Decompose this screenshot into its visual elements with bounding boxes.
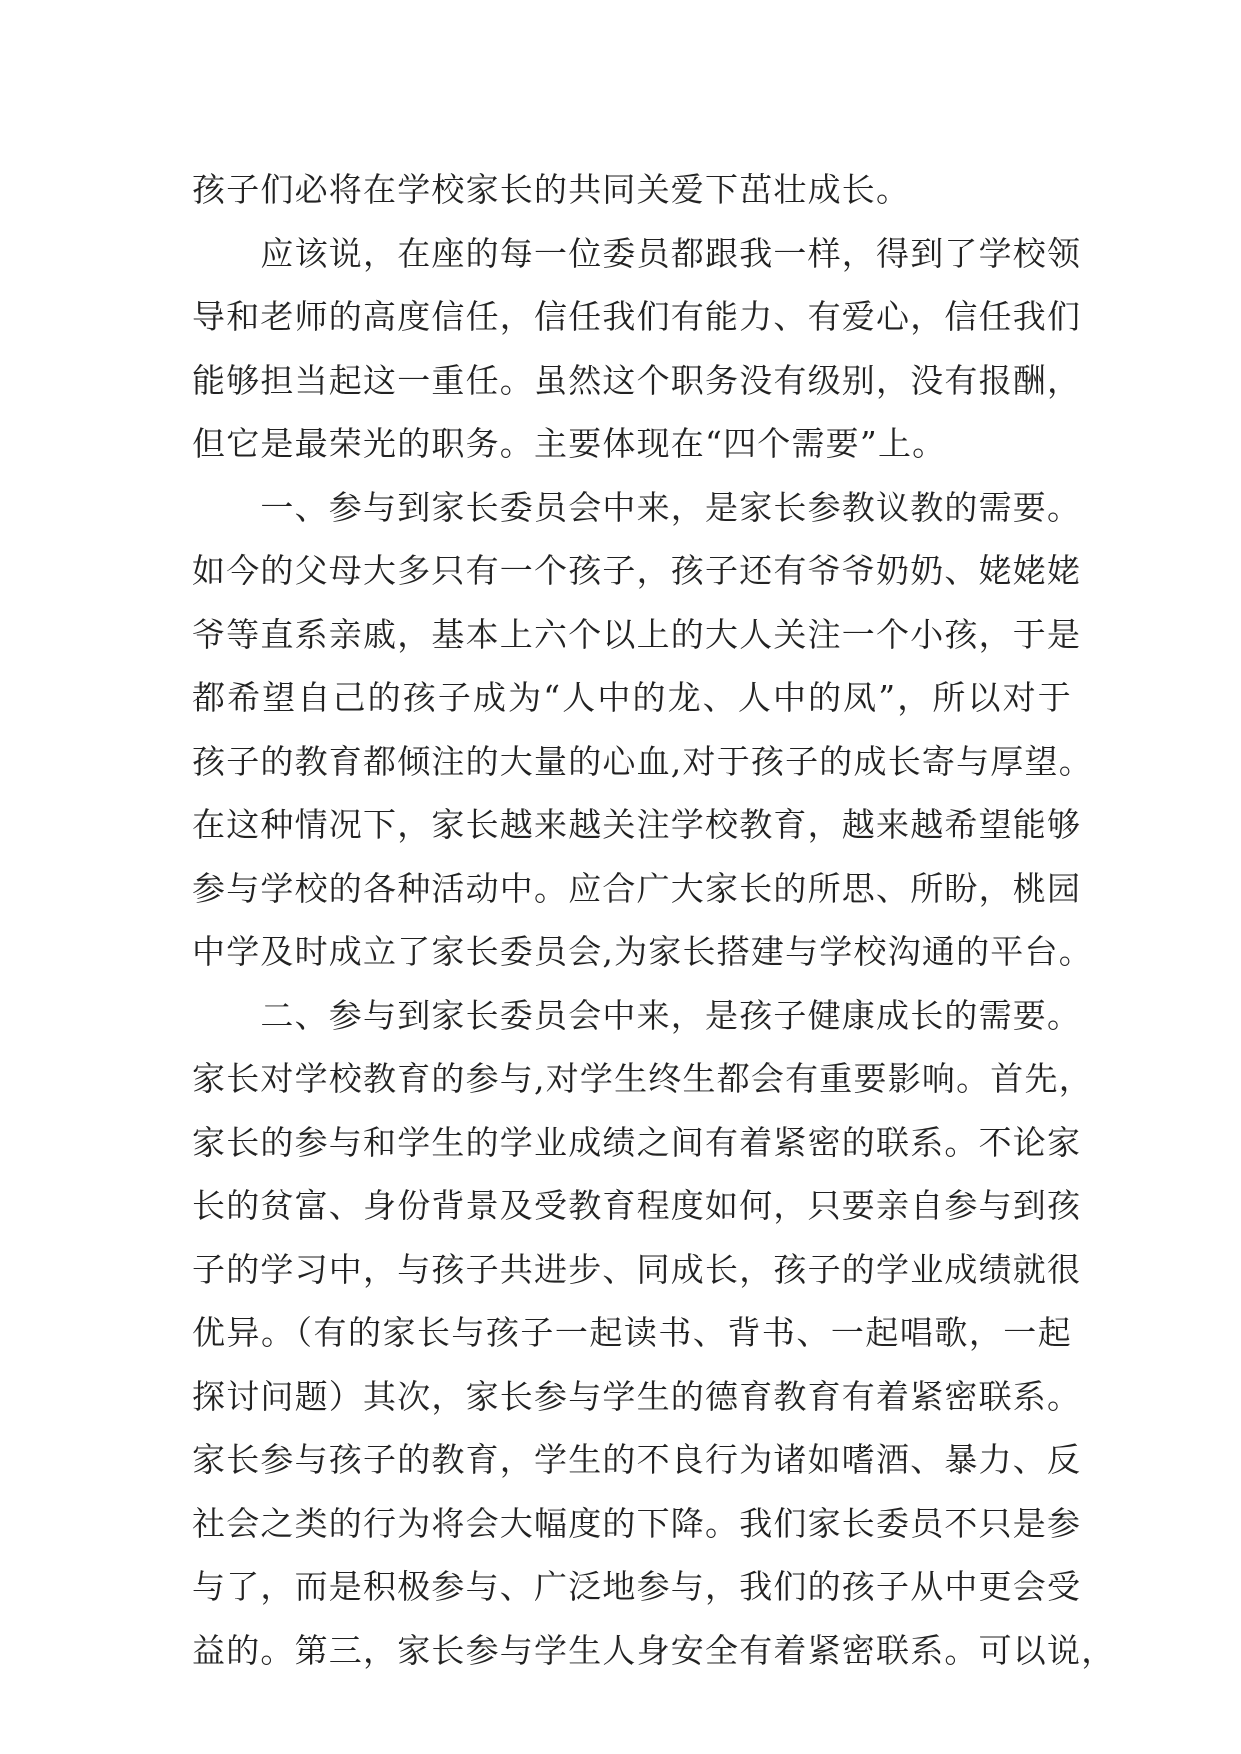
text-line: 爷等直系亲戚，基本上六个以上的大人关注一个小孩，于是	[192, 614, 1082, 654]
text-line: 导和老师的高度信任，信任我们有能力、有爱心，信任我们	[192, 297, 1082, 336]
text-line: 长的贫富、身份背景及受教育程度如何，只要亲自参与到孩	[192, 1186, 1082, 1225]
text-line: 探讨问题）其次，家长参与学生的德育教育有着紧密联系。	[192, 1376, 1082, 1416]
text-line: 如今的父母大多只有一个孩子，孩子还有爷爷奶奶、姥姥姥	[192, 551, 1082, 590]
text-line: 子的学习中，与孩子共进步、同成长，孩子的学业成绩就很	[192, 1249, 1082, 1289]
text-line: 在这种情况下，家长越来越关注学校教育，越来越希望能够	[192, 805, 1082, 844]
text-line: 家长的参与和学生的学业成绩之间有着紧密的联系。不论家	[192, 1122, 1082, 1162]
text-line: 家长对学校教育的参与,对学生终生都会有重要影响。首先，	[192, 1059, 1093, 1098]
text-line: 都希望自己的孩子成为“人中的龙、人中的凤”，所以对于	[192, 678, 1072, 717]
text-line: 家长参与孩子的教育，学生的不良行为诸如嗜酒、暴力、反	[192, 1440, 1082, 1479]
text-line: 优异。（有的家长与孩子一起读书、背书、一起唱歌，一起	[192, 1313, 1072, 1352]
text-line: 二、参与到家长委员会中来，是孩子健康成长的需要。	[192, 995, 1082, 1035]
text-line: 中学及时成立了家长委员会,为家长搭建与学校沟通的平台。	[192, 932, 1093, 971]
text-line: 孩子的教育都倾注的大量的心血,对于孩子的成长寄与厚望。	[192, 741, 1093, 781]
text-line: 社会之类的行为将会大幅度的下降。我们家长委员不只是参	[192, 1503, 1082, 1543]
text-line: 能够担当起这一重任。虽然这个职务没有级别，没有报酬，	[192, 360, 1082, 400]
text-line: 与了，而是积极参与、广泛地参与，我们的孩子从中更会受	[192, 1567, 1082, 1606]
text-line: 但它是最荣光的职务。主要体现在“四个需要”上。	[192, 424, 947, 463]
text-line: 一、参与到家长委员会中来，是家长参教议教的需要。	[192, 487, 1082, 527]
text-line: 孩子们必将在学校家长的共同关爱下茁壮成长。	[192, 170, 911, 209]
body-text	[192, 158, 1116, 1682]
text-line: 益的。第三，家长参与学生人身安全有着紧密联系。可以说，	[192, 1630, 1116, 1670]
text-line: 参与学校的各种活动中。应合广大家长的所思、所盼，桃园	[192, 868, 1082, 908]
text-line: 应该说，在座的每一位委员都跟我一样，得到了学校领	[192, 233, 1082, 273]
